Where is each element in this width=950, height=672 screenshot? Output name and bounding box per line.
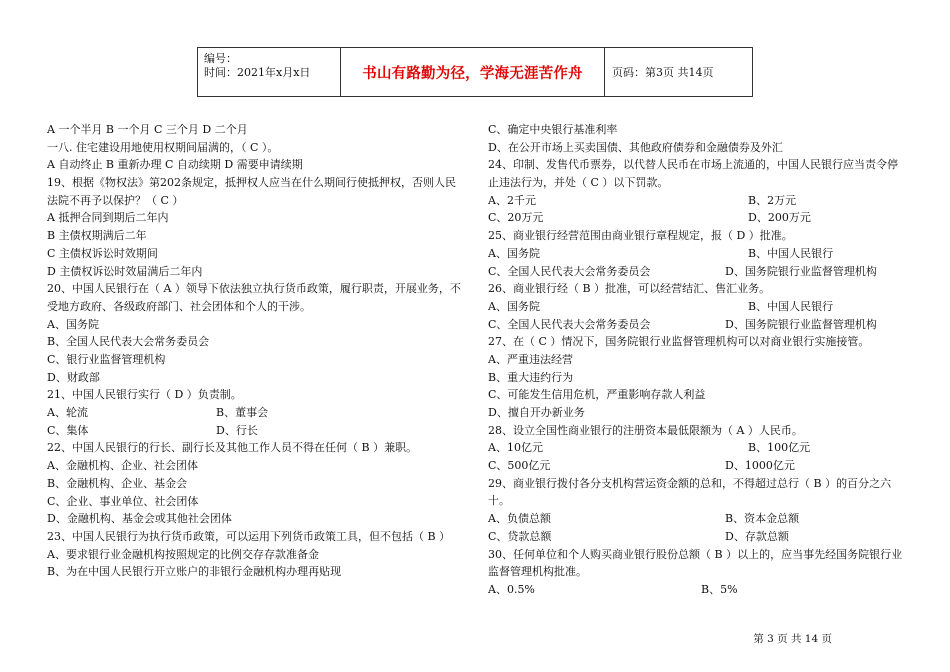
option-line: C、确定中央银行基准利率 [488,123,618,136]
option-pair [488,209,908,227]
option: B、资本金总额 [725,512,800,526]
option-line: C、企业、事业单位、社会团体 [47,494,199,508]
option: A、轮流 [47,406,88,420]
question-27: 27、在（ C ）情况下，国务院银行业监督管理机构可以对商业银行实施接管。 [488,335,870,349]
text-line: A 一个半月 B 一个月 C 三个月 D 二个月 [47,123,248,136]
option: C、20万元 [488,211,544,225]
option-pair [488,192,908,210]
option-pair [488,457,908,475]
option: A、负债总额 [488,512,551,526]
option-line: D 主债权诉讼时效届满后二年内 [47,264,203,278]
option: A、2千元 [488,193,536,207]
option: C、贷款总额 [488,529,552,543]
text-line: A 自动终止 B 重新办理 C 自动续期 D 需要申请续期 [47,158,303,172]
header-motto: 书山有路勤为径，学海无涯苦作舟 [341,48,605,96]
question-30: 30、任何单位和个人购买商业银行股份总额（ B ）以上的，应当事先经国务院银行业监督管理机构批准。 [488,547,903,579]
option-pair [488,245,908,263]
option: C、集体 [47,423,89,437]
option: B、5% [701,582,738,596]
option-pair [488,316,908,334]
option: D、国务院银行业监督管理机构 [725,317,877,331]
time-label: 时间：2021年x月x日 [204,66,311,79]
option: D、国务院银行业监督管理机构 [725,264,877,278]
header-meta [198,48,341,96]
option: D、1000亿元 [725,459,795,473]
question-24: 24、印制、发售代币票券，以代替人民币在市场上流通的，中国人民银行应当责令停止违法行为，并处（ C ）以下罚款。 [488,158,898,190]
option: A、国务院 [488,246,540,260]
option-line: B、金融机构、企业、基金会 [47,476,188,490]
left-column [47,121,464,581]
question-25: 25、商业银行经营范围由商业银行章程规定，报（ D ）批准。 [488,229,793,243]
text-line: 一八. 住宅建设用地使用权期间届满的，（ C ）。 [47,140,279,154]
option: B、100亿元 [748,441,811,455]
option-pair [488,439,908,457]
header-page-label: 页码：第3页 共14页 [612,66,714,79]
option: A、10亿元 [488,441,543,455]
option: B、中国人民银行 [748,246,834,260]
option: D、行长 [216,423,258,437]
option-line: D、财政部 [47,370,100,384]
option-pair [488,263,908,281]
question-23: 23、中国人民银行为执行货币政策，可以运用下列货币政策工具，但不包括（ B ） [47,529,451,543]
option: D、200万元 [748,211,811,225]
option-line: B、为在中国人民银行开立账户的非银行金融机构办理再贴现 [47,565,342,579]
page-header [197,47,753,97]
option: C、500亿元 [488,459,551,473]
option-line: D、擅自开办新业务 [488,406,585,420]
option: A、0.5% [488,582,535,596]
option-line: B、重大违约行为 [488,370,574,384]
option-line: A、严重违法经营 [488,352,573,366]
option-line: B、全国人民代表大会常务委员会 [47,335,210,349]
option: B、中国人民银行 [748,299,834,313]
option: C、全国人民代表大会常务委员会 [488,264,651,278]
question-26: 26、商业银行经（ B ）批准，可以经营结汇、售汇业务。 [488,282,771,296]
right-column [488,121,908,599]
option-pair [47,404,464,422]
question-29: 29、商业银行拨付各分支机构营运资金额的总和，不得超过总行（ B ）的百分之六十。 [488,476,892,508]
question-19: 19、根据《物权法》第202条规定，抵押权人应当在什么期间行使抵押权，否则人民法院不再予以保护？（ C ） [47,176,456,207]
option: D、存款总额 [725,529,789,543]
page-footer: 第 3 页 共 14 页 [753,633,832,645]
option-line: A、国务院 [47,317,99,331]
option-line: D、金融机构、基金会或其他社会团体 [47,512,232,526]
option-line: A 抵押合同到期后二年内 [47,211,169,225]
question-28: 28、设立全国性商业银行的注册资本最低限额为（ A ）人民币。 [488,423,803,437]
option-line: A、金融机构、企业、社会团体 [47,459,198,473]
question-22: 22、中国人民银行的行长、副行长及其他工作人员不得在任何（ B ）兼职。 [47,441,418,455]
option: A、国务院 [488,299,540,313]
option-line: C 主债权诉讼时效期间 [47,246,158,260]
option-pair [488,528,908,546]
option-line: B 主债权期满后二年 [47,229,147,243]
option: B、2万元 [748,193,797,207]
option-line: D、在公开市场上买卖国债、其他政府债券和金融债券及外汇 [488,140,783,154]
number-label: 编号： [204,52,237,65]
question-20: 20、中国人民银行在（ A ）领导下依法独立执行货币政策，履行职责，开展业务，不受地方政府、各级政府部门、社会团体和个人的干涉。 [47,282,461,313]
option-line: A、要求银行业金融机构按照规定的比例交存存款准备金 [47,547,319,561]
option-line: C、银行业监督管理机构 [47,353,166,366]
option: B、董事会 [216,406,269,420]
option-pair [47,422,464,440]
question-21: 21、中国人民银行实行（ D ）负责制。 [47,388,242,402]
option: C、全国人民代表大会常务委员会 [488,317,651,331]
option-pair [488,510,908,528]
option-pair [488,298,908,316]
option-line: C、可能发生信用危机，严重影响存款人利益 [488,388,706,402]
option-pair [488,581,908,599]
